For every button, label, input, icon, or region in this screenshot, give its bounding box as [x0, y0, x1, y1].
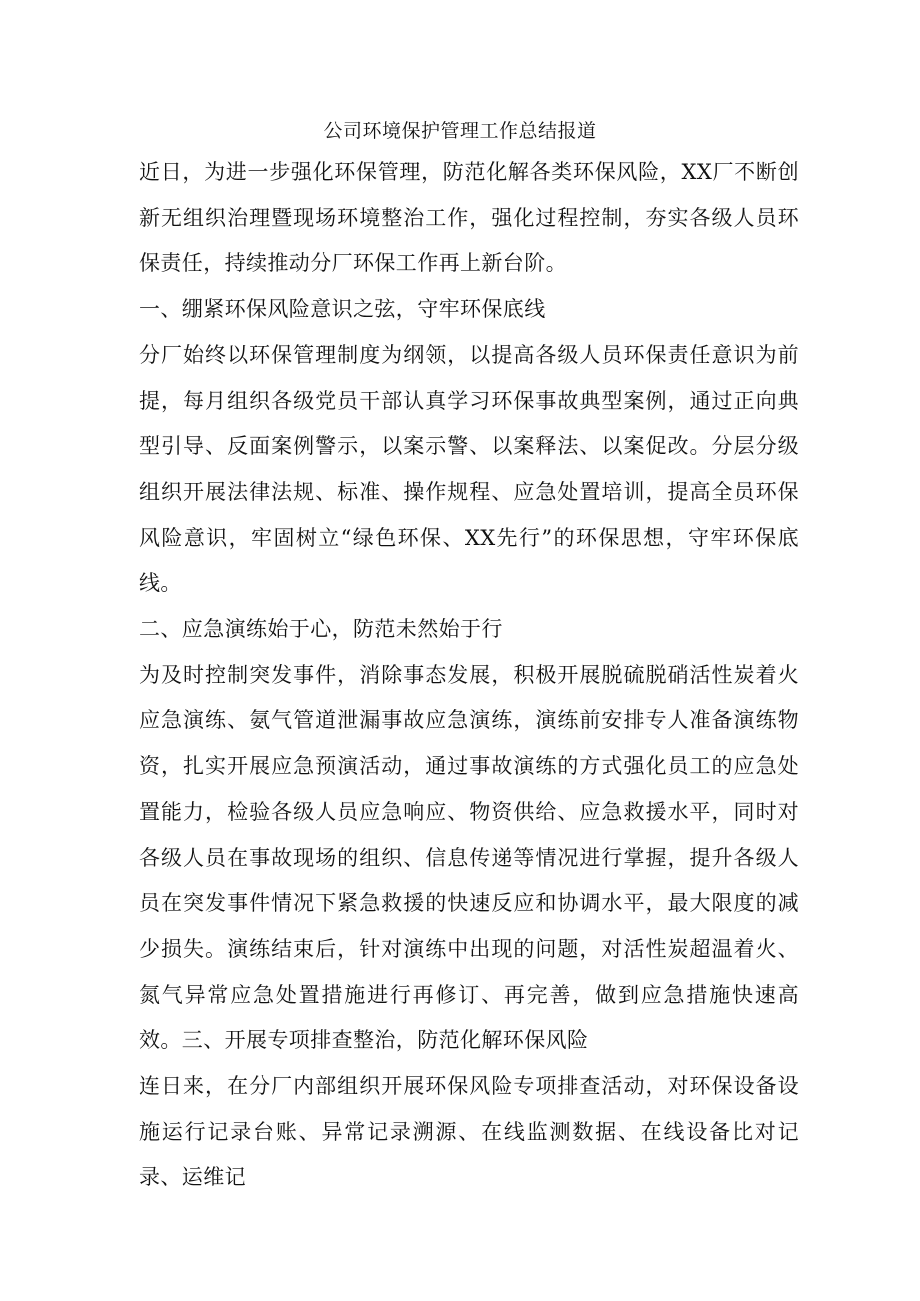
paragraph-intro: 近日，为进一步强化环保管理，防范化解各类环保风险，XX厂不断创新无组织治理暨现场环境整治工作，强化过程控制，夯实各级人员环保责任，持续推动分厂环保工作再上新台阶。: [139, 160, 799, 276]
paragraph-section-2: 为及时控制突发事件，消除事态发展，积极开展脱硫脱硝活性炭着火应急演练、氨气管道泄漏事故应急演练，演练前安排专人准备演练物资，扎实开展应急预演活动，通过事故演练的方式强化员工的应急处置能力，检验各级人员应急响应、物资供给、应急救援水平，同时对各级人员在事故现场的组织、信息传递等情况进行掌握，提升各级人员在突发事件情况下紧急救援的快速反应和协调水平，最大限度的减少损失。演练结束后，针对演练中出现的问题，对活性炭超温着火、氮气异常应急处置措施进行再修订、再完善，做到应急措施快速高效。三、开展专项排查整治，防范化解环保风险: [139, 662, 799, 1053]
paragraph-section-3: 连日来，在分厂内部组织开展环保风险专项排查活动，对环保设备设施运行记录台账、异常记录溯源、在线监测数据、在线设备比对记录、运维记: [139, 1074, 799, 1190]
document-body: [139, 150, 799, 1201]
section-heading-2: 二、应急演练始于心，防范未然始于行: [139, 617, 503, 642]
document-title: 公司环境保护管理工作总结报道: [323, 120, 597, 142]
paragraph-section-1: 分厂始终以环保管理制度为纲领，以提高各级人员环保责任意识为前提，每月组织各级党员干部认真学习环保事故典型案例，通过正向典型引导、反面案例警示，以案示警、以案释法、以案促改。分层分级组织开展法律法规、标准、操作规程、应急处置培训，提高全员环保风险意识，牢固树立“绿色环保、XX先行”的环保思想，守牢环保底线。: [139, 342, 799, 596]
section-heading-1: 一、绷紧环保风险意识之弦，守牢环保底线: [139, 297, 546, 322]
